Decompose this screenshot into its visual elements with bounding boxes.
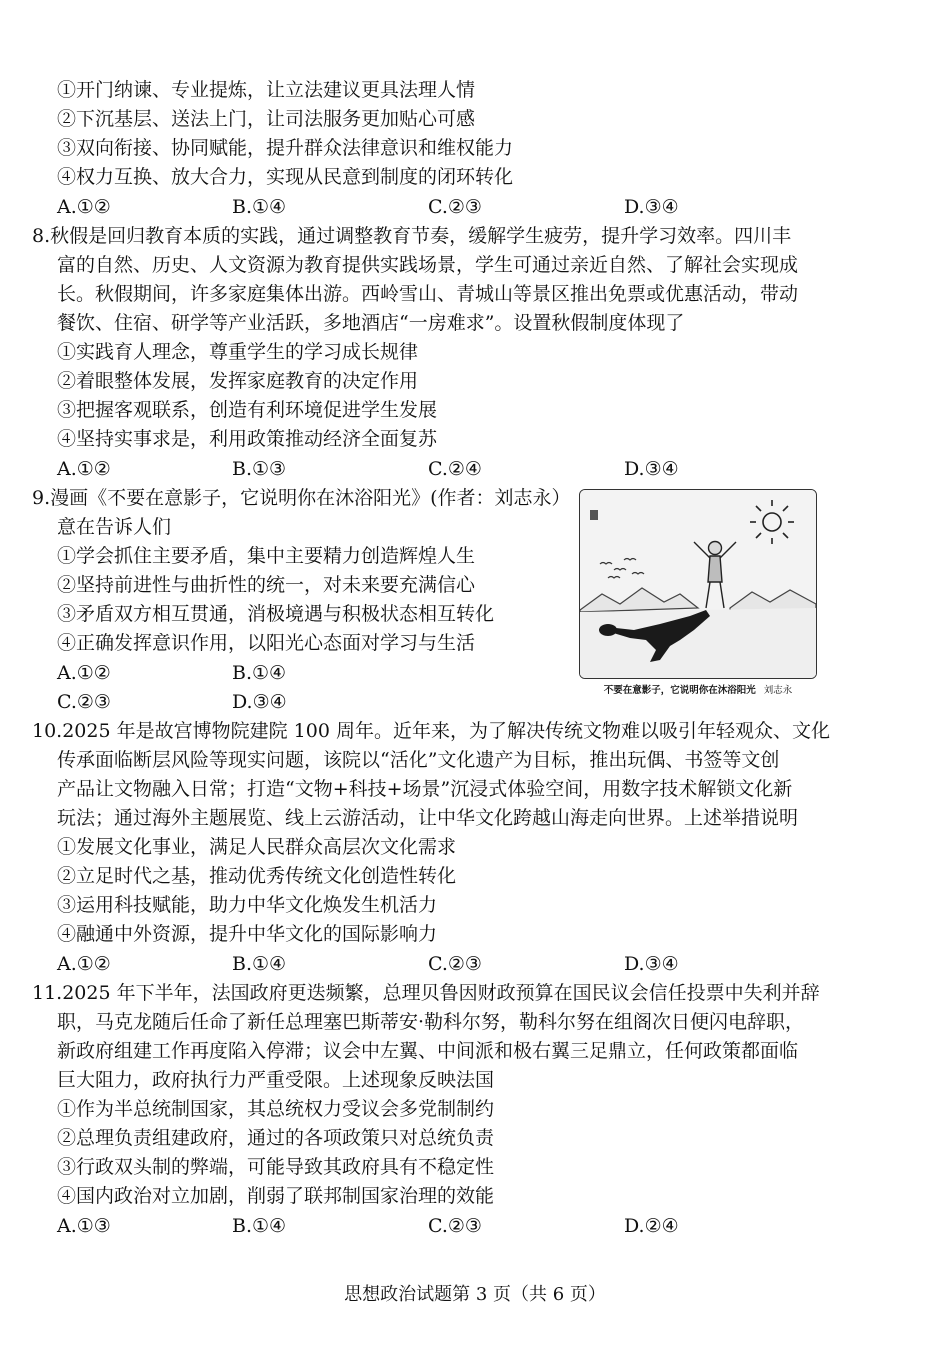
q8-stem-line-3: 长。秋假期间，许多家庭集体出游。西岭雪山、青城山等景区推出免票或优惠活动，带动 [57, 283, 799, 305]
q9-option-1: ①学会抓住主要矛盾，集中主要精力创造辉煌人生 [57, 545, 476, 567]
q10-stem-line-3: 产品让文物融入日常；打造“文物+科技+场景”沉浸式体验空间，用数字技术解锁文化新 [57, 778, 793, 800]
q8-choice-d: D.③④ [624, 458, 679, 480]
cartoon-drawing [580, 490, 816, 678]
q9-option-4: ④正确发挥意识作用，以阳光心态面对学习与生活 [57, 632, 476, 654]
q10-option-4: ④融通中外资源，提升中华文化的国际影响力 [57, 923, 438, 945]
cartoon-illustration [579, 489, 817, 703]
q10-stem-line-4: 玩法；通过海外主题展览、线上云游活动，让中华文化跨越山海走向世界。上述举措说明 [57, 807, 799, 829]
q10-choice-b: B.①④ [232, 953, 287, 975]
cartoon-frame [579, 489, 817, 679]
q11-choice-b: B.①④ [232, 1215, 287, 1237]
q9-option-3: ③矛盾双方相互贯通，消极境遇与积极状态相互转化 [57, 603, 495, 625]
q7-option-1: ①开门纳谏、专业提炼，让立法建议更具法理人情 [57, 79, 476, 101]
q10-option-2: ②立足时代之基，推动优秀传统文化创造性转化 [57, 865, 457, 887]
q10-choice-d: D.③④ [624, 953, 679, 975]
q7-option-3: ③双向衔接、协同赋能，提升群众法律意识和维权能力 [57, 137, 514, 159]
q9-stem-line-1: 9.漫画《不要在意影子，它说明你在沐浴阳光》(作者：刘志永） [32, 487, 571, 509]
q11-stem-line-1: 11.2025 年下半年，法国政府更迭频繁，总理贝鲁因财政预算在国民议会信任投票中失利并辞 [32, 982, 820, 1004]
q8-stem-line-2: 富的自然、历史、人文资源为教育提供实践场景，学生可通过亲近自然、了解社会实现成 [57, 254, 799, 276]
q8-stem-line-4: 餐饮、住宿、研学等产业活跃，多地酒店“一房难求”。设置秋假制度体现了 [57, 312, 685, 334]
q11-option-1: ①作为半总统制国家，其总统权力受议会多党制制约 [57, 1098, 495, 1120]
q10-stem-line-1: 10.2025 年是故宫博物院建院 100 周年。近年来，为了解决传统文物难以吸引年轻观众、文化 [32, 720, 830, 742]
q9-choice-a: A.①② [57, 662, 111, 684]
q7-choice-c: C.②③ [428, 196, 482, 218]
q9-stem-line-2: 意在告诉人们 [57, 516, 172, 538]
q8-option-1: ①实践育人理念，尊重学生的学习成长规律 [57, 341, 419, 363]
q11-choice-c: C.②③ [428, 1215, 482, 1237]
cartoon-caption-text: 不要在意影子，它说明你在沐浴阳光 [603, 685, 756, 696]
q10-choice-c: C.②③ [428, 953, 482, 975]
q7-choice-d: D.③④ [624, 196, 679, 218]
q11-option-3: ③行政双头制的弊端，可能导致其政府具有不稳定性 [57, 1156, 495, 1178]
q11-option-4: ④国内政治对立加剧，削弱了联邦制国家治理的效能 [57, 1185, 495, 1207]
q11-choice-d: D.②④ [624, 1215, 679, 1237]
q8-choice-a: A.①② [57, 458, 111, 480]
q9-choice-b: B.①④ [232, 662, 287, 684]
q7-option-2: ②下沉基层、送法上门，让司法服务更加贴心可感 [57, 108, 476, 130]
q10-stem-line-2: 传承面临断层风险等现实问题，该院以“活化”文化遗产为目标，推出玩偶、书签等文创 [57, 749, 780, 771]
q8-option-2: ②着眼整体发展，发挥家庭教育的决定作用 [57, 370, 419, 392]
q11-option-2: ②总理负责组建政府，通过的各项政策只对总统负责 [57, 1127, 495, 1149]
q8-option-3: ③把握客观联系，创造有利环境促进学生发展 [57, 399, 438, 421]
cartoon-caption [579, 682, 817, 696]
q10-option-1: ①发展文化事业，满足人民群众高层次文化需求 [57, 836, 457, 858]
seal-mark [590, 510, 598, 520]
q9-choice-c: C.②③ [57, 691, 111, 713]
q10-choice-a: A.①② [57, 953, 111, 975]
q11-stem-line-3: 新政府组建工作再度陷入停滞；议会中左翼、中间派和极右翼三足鼎立，任何政策都面临 [57, 1040, 799, 1062]
q7-option-4: ④权力互换、放大合力，实现从民意到制度的闭环转化 [57, 166, 514, 188]
q8-choice-c: C.②④ [428, 458, 482, 480]
page-footer: 思想政治试题第 3 页（共 6 页） [344, 1284, 606, 1305]
q9-option-2: ②坚持前进性与曲折性的统一，对未来要充满信心 [57, 574, 476, 596]
cartoon-author: 刘志永 [763, 685, 793, 696]
q7-choice-a: A.①② [57, 196, 111, 218]
q11-stem-line-4: 巨大阻力，政府执行力严重受限。上述现象反映法国 [57, 1069, 495, 1091]
q8-stem-line-1: 8.秋假是回归教育本质的实践，通过调整教育节奏，缓解学生疲劳，提升学习效率。四川丰 [32, 225, 792, 247]
q8-choice-b: B.①③ [232, 458, 287, 480]
q9-choice-d: D.③④ [232, 691, 287, 713]
q11-stem-line-2: 职，马克龙随后任命了新任总理塞巴斯蒂安·勒科尔努，勒科尔努在组阁次日便闪电辞职， [57, 1011, 805, 1033]
q10-option-3: ③运用科技赋能，助力中华文化焕发生机活力 [57, 894, 438, 916]
q7-choice-b: B.①④ [232, 196, 287, 218]
q11-choice-a: A.①③ [57, 1215, 111, 1237]
q8-option-4: ④坚持实事求是，利用政策推动经济全面复苏 [57, 428, 438, 450]
